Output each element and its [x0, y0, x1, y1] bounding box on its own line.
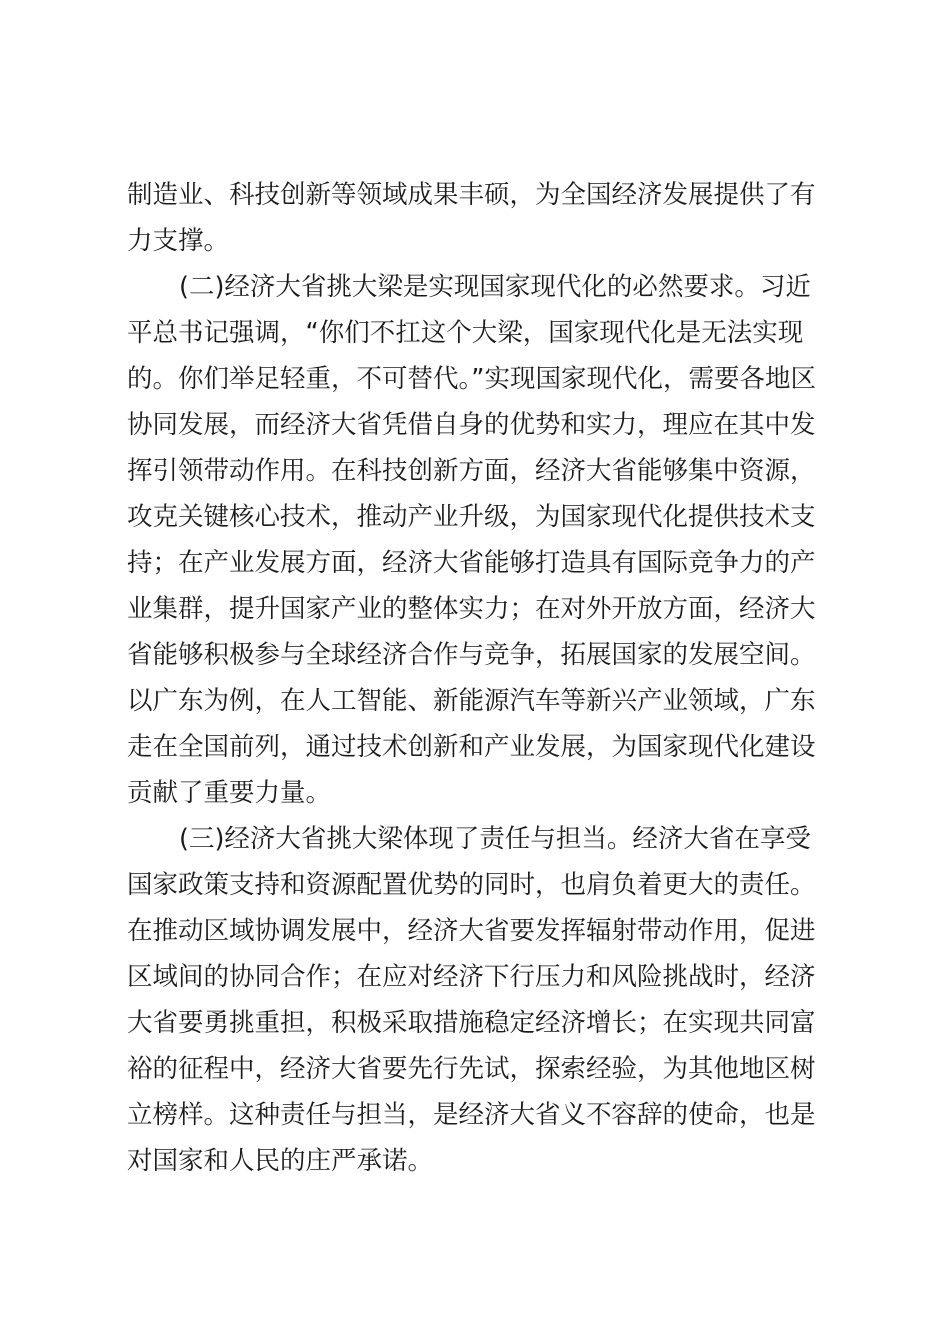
text-line: 的。你们举足轻重，不可替代。”实现国家现代化，需要各地区 — [127, 364, 816, 394]
text-line: (二)经济大省挑大梁是实现国家现代化的必然要求。习近 — [179, 272, 811, 302]
text-line: 持；在产业发展方面，经济大省能够打造具有国际竞争力的产 — [127, 548, 816, 578]
text-line: 对国家和人民的庄严承诺。 — [127, 1146, 434, 1176]
text-line: 立榜样。这种责任与担当，是经济大省义不容辞的使命，也是 — [127, 1100, 816, 1130]
text-line: 走在全国前列，通过技术创新和产业发展，为国家现代化建设 — [127, 732, 816, 762]
text-line: 协同发展，而经济大省凭借自身的优势和实力，理应在其中发 — [127, 410, 816, 440]
text-line: 挥引领带动作用。在科技创新方面，经济大省能够集中资源， — [127, 456, 816, 486]
text-line: 大省要勇挑重担，积极采取措施稳定经济增长；在实现共同富 — [127, 1008, 816, 1038]
text-line: 裕的征程中，经济大省要先行先试，探索经验，为其他地区树 — [127, 1054, 816, 1084]
text-line: (三)经济大省挑大梁体现了责任与担当。经济大省在享受 — [179, 824, 811, 854]
text-line: 贡献了重要力量。 — [127, 778, 332, 808]
text-line: 省能够积极参与全球经济合作与竞争，拓展国家的发展空间。 — [127, 640, 816, 670]
text-line: 以广东为例，在人工智能、新能源汽车等新兴产业领域，广东 — [127, 686, 816, 716]
body-text — [127, 172, 827, 1184]
paragraph-2 — [127, 264, 827, 816]
text-line: 力支撑。 — [127, 226, 230, 256]
text-line: 在推动区域协调发展中，经济大省要发挥辐射带动作用，促进 — [127, 916, 816, 946]
text-line: 平总书记强调，“你们不扛这个大梁，国家现代化是无法实现 — [127, 318, 804, 348]
paragraph-1 — [127, 172, 827, 264]
text-line: 制造业、科技创新等领域成果丰硕，为全国经济发展提供了有 — [127, 180, 816, 210]
text-line: 业集群，提升国家产业的整体实力；在对外开放方面，经济大 — [127, 594, 816, 624]
paragraph-3 — [127, 816, 827, 1184]
text-line: 区域间的协同合作；在应对经济下行压力和风险挑战时，经济 — [127, 962, 816, 992]
text-line: 国家政策支持和资源配置优势的同时，也肩负着更大的责任。 — [127, 870, 816, 900]
text-line: 攻克关键核心技术，推动产业升级，为国家现代化提供技术支 — [127, 502, 816, 532]
